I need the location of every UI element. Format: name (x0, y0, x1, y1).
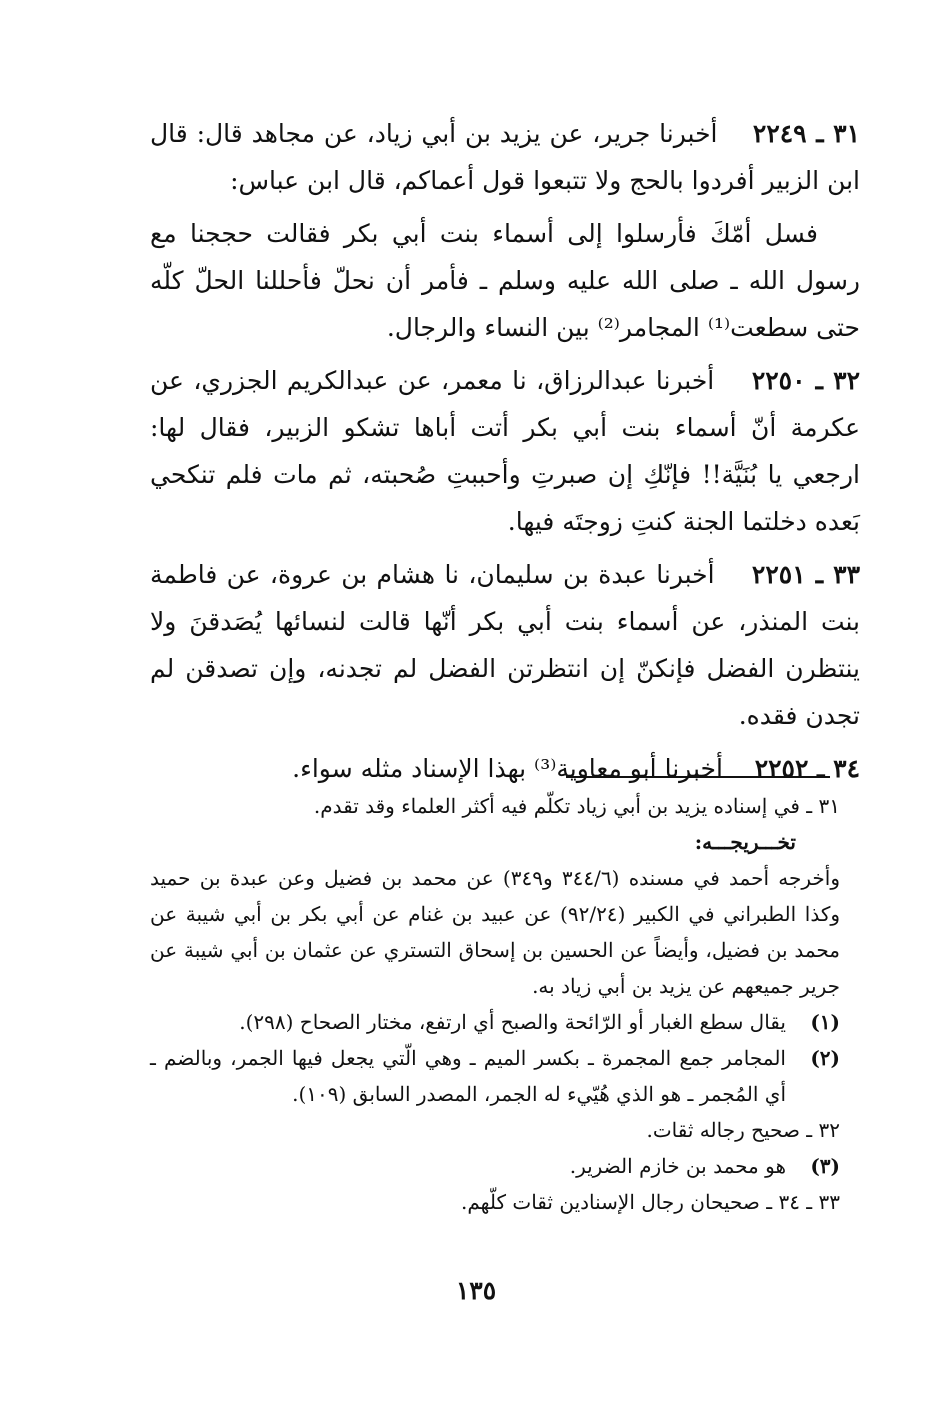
hadith-2250 (150, 357, 860, 545)
hadith-number: ٣٢ ـ ٢٢٥٠ (751, 366, 861, 395)
footnote-3 (150, 1148, 840, 1184)
hadith-2251 (150, 551, 860, 739)
footnote-marker: (٢) (810, 1046, 840, 1070)
note-33-34: ٣٣ ـ ٣٤ ـ صحيحان رجال الإسنادين ثقات كلّهم. (461, 1190, 840, 1214)
page-number: ١٣٥ (455, 1276, 497, 1305)
hadith-text: أخبرنا عبدالرزاق، نا معمر، عن عبدالكريم الجزري، عن عكرمة أنّ أسماء بنت أبي بكر أتت أباها تشكو الزبير، فقال لها: ارجعي يا بُنَيَّة!! فإنّكِ إن صبرتِ وأحببتِ صُحبته، ثم مات فلم تنكحي بَعده دخلتما الجنة كنتِ زوجتَه فيها. (150, 366, 860, 536)
hadith-2249-continuation: فسل أمّكَ فأرسلوا إلى أسماء بنت أبي بكر فقالت حججنا مع رسول الله ـ صلى الله عليه وسلم ـ فأمر أن نحلّ فأحللنا الحلّ كلّه حتى سطعت⁽¹⁾ المجامر⁽²⁾ بين النساء والرجال. (150, 219, 860, 342)
hadith-text-block (150, 110, 860, 798)
takhrij-heading: تخـــريجـــه: (694, 830, 796, 854)
footnote-text: المجامر جمع المجمرة ـ بكسر الميم ـ وهي الّتي يجعل فيها الجمر، وبالضم ـ أي المُجمر ـ هو الذي هُيّيء له الجمر، المصدر السابق (١٠٩). (150, 1046, 786, 1106)
hadith-text: أخبرنا جرير، عن يزيد بن أبي زياد، عن مجاهد قال: قال ابن الزبير أفردوا بالحج ولا تتبعوا قول أعماكم، قال ابن عباس: (150, 119, 860, 195)
takhrij-text: وأخرجه أحمد في مسنده (٣٤٤/٦ و٣٤٩) عن محمد بن فضيل وعن عبدة بن حميد وكذا الطبراني في الكبير (٩٢/٢٤) عن عبيد بن غنام عن أبي بكر بن أبي شيبة عن محمد بن فضيل، وأيضاً عن الحسين بن إسحاق التستري عن عثمان بن أبي شيبة عن جرير جميعهم عن يزيد بن أبي زياد به. (150, 866, 840, 998)
hadith-number: ٣١ ـ ٢٢٤٩ (752, 119, 860, 148)
hadith-number: ٣٤ ـ ٢٢٥٢ (754, 754, 860, 783)
footnote-1 (150, 1004, 840, 1040)
hadith-2252 (150, 745, 860, 792)
footnote-marker: (١) (810, 1010, 840, 1034)
footnote-text: هو محمد بن خازم الضرير. (569, 1154, 786, 1178)
note-32: ٣٢ ـ صحيح رجاله ثقات. (646, 1118, 840, 1142)
footnote-divider (566, 776, 830, 778)
footnote-2 (150, 1040, 840, 1112)
hadith-number: ٣٣ ـ ٢٢٥١ (751, 560, 860, 589)
footnote-marker: (٣) (810, 1154, 840, 1178)
hadith-text: أخبرنا أبو معاوية⁽³⁾ بهذا الإسناد مثله سواء. (292, 754, 723, 783)
hadith-2249 (150, 110, 860, 204)
hadith-text: أخبرنا عبدة بن سليمان، نا هشام بن عروة، عن فاطمة بنت المنذر، عن أسماء بنت أبي بكر أنّها قالت لنسائها يُصَدقنَ ولا ينتظرن الفضل فإنكنّ إن انتظرتن الفضل لم تجدنه، وإن تصدقن لم تجدن فقده. (150, 560, 860, 730)
note-31: ٣١ ـ في إسناده يزيد بن أبي زياد تكلّم فيه أكثر العلماء وقد تقدم. (313, 794, 840, 818)
footnote-text: يقال سطع الغبار أو الرّائحة والصبح أي ارتفع، مختار الصحاح (٢٩٨). (239, 1010, 786, 1034)
footnotes-block (150, 788, 840, 1220)
